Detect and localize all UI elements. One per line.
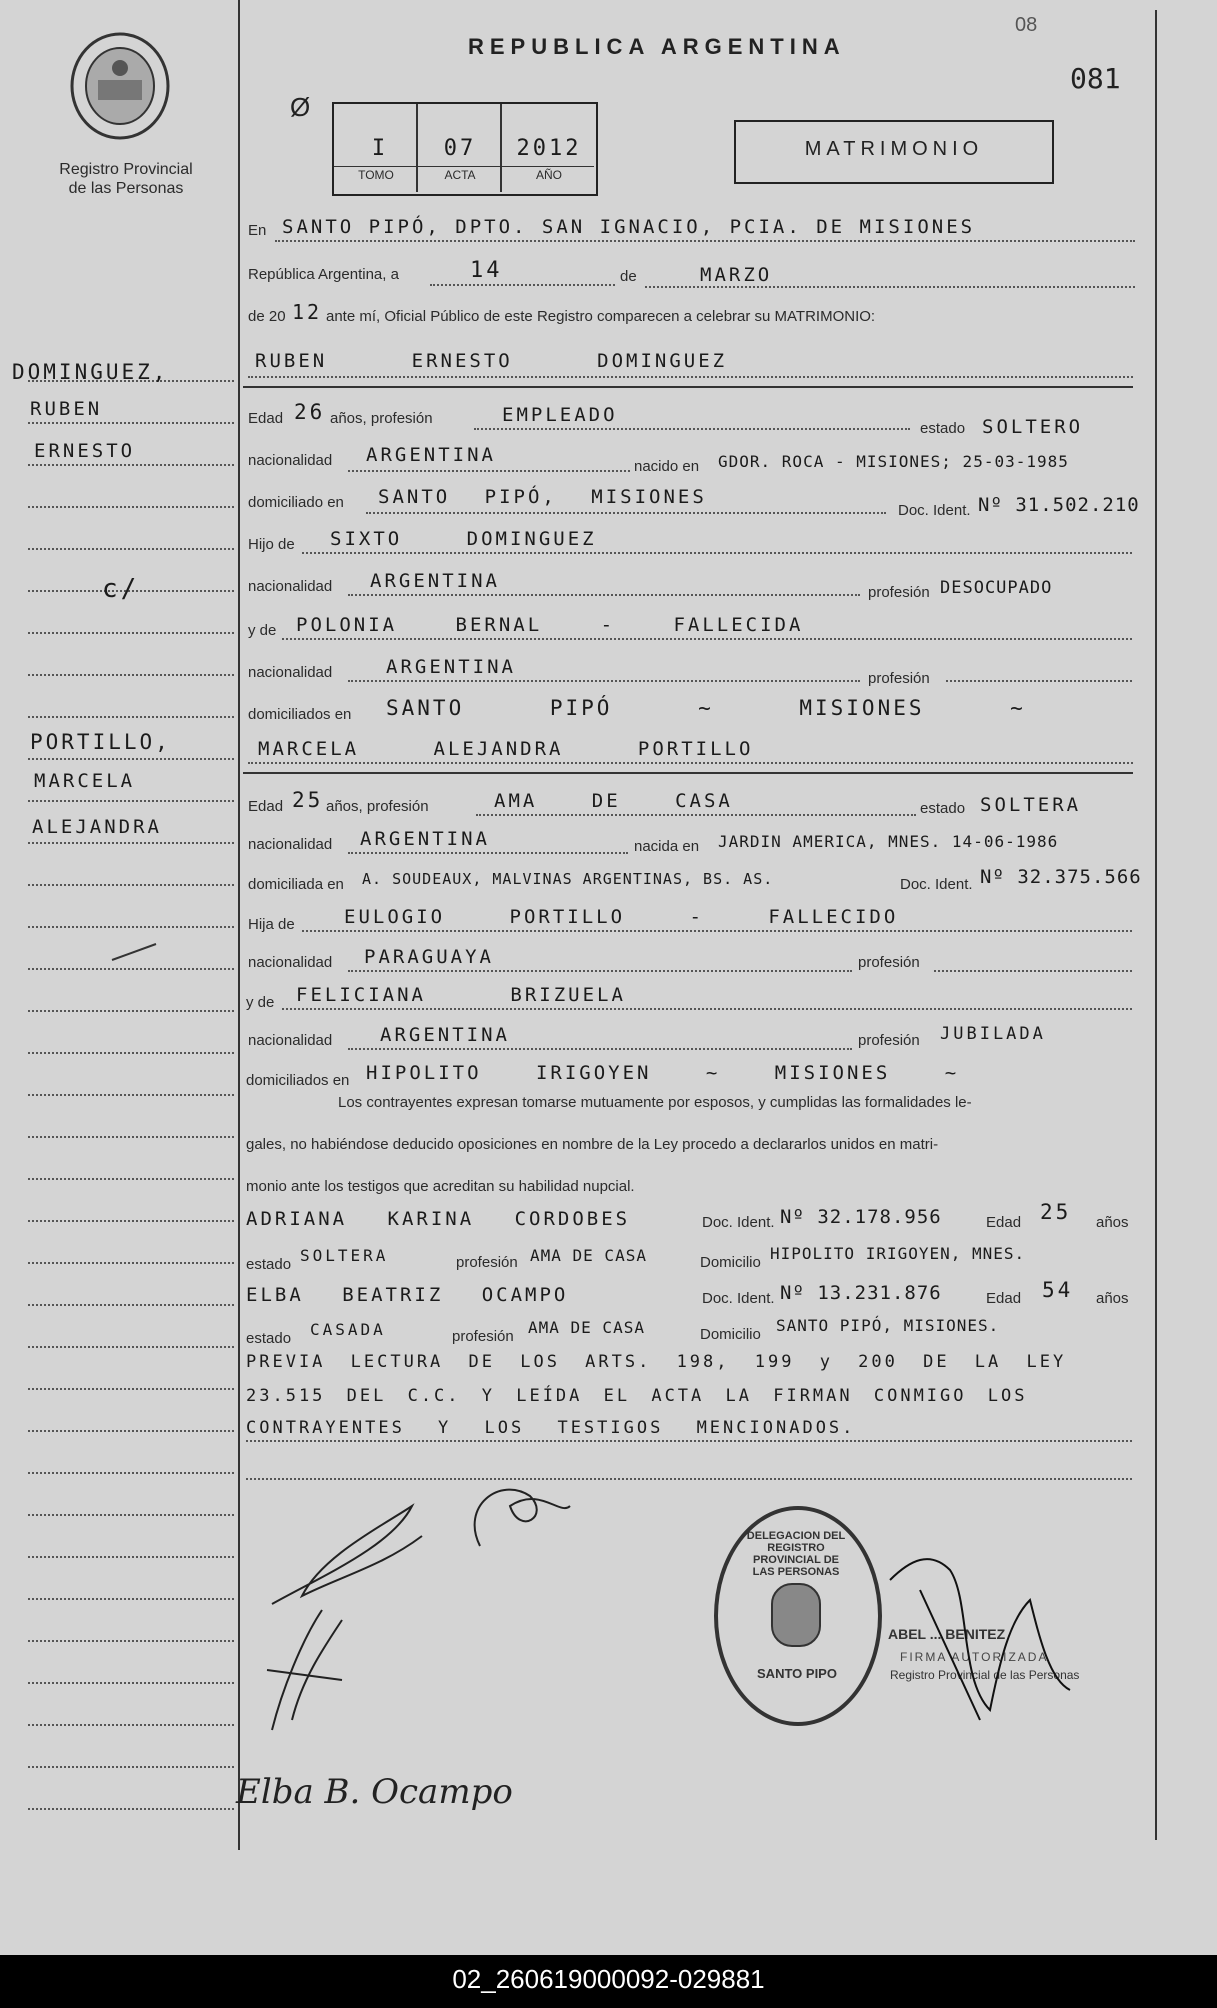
groom-birth: GDOR. ROCA - MISIONES; 25-03-1985 <box>718 452 1069 471</box>
bride-address: A. SOUDEAUX, MALVINAS ARGENTINAS, BS. AS. <box>362 870 774 888</box>
tomo-value: I <box>371 136 389 161</box>
w1-label-anios: años <box>1096 1214 1129 1231</box>
g-label-edad: Edad <box>248 410 284 427</box>
groom-father-nat: ARGENTINA <box>370 570 500 592</box>
left-margin-line <box>238 0 240 1850</box>
g-label-nacido: nacido en <box>634 458 700 475</box>
g-label-nac3: nacionalidad <box>248 664 333 681</box>
g-label-dom: domiciliado en <box>248 494 344 511</box>
w1-label-estado: estado <box>246 1256 292 1273</box>
official-signature-icon <box>880 1540 1080 1740</box>
witness1-name: ADRIANA KARINA CORDOBES <box>246 1208 631 1230</box>
w2-label-doc: Doc. Ident. <box>702 1290 775 1307</box>
observation-line-3: CONTRAYENTES Y LOS TESTIGOS MENCIONADOS. <box>246 1418 856 1438</box>
g-label-yde: y de <box>248 622 277 639</box>
b-label-yde: y de <box>246 994 275 1011</box>
witness2-profession: AMA DE CASA <box>528 1318 645 1337</box>
groom-nationality: ARGENTINA <box>366 444 496 466</box>
bride-doc: Nº 32.375.566 <box>980 866 1142 888</box>
official-role: FIRMA AUTORIZADA <box>900 1650 1049 1664</box>
bride-father-nat: PARAGUAYA <box>364 946 494 968</box>
b-label-anios: años, profesión <box>326 798 429 815</box>
margin-groom-surname: DOMINGUEZ, <box>12 360 169 384</box>
acta-label: ACTA <box>444 168 476 182</box>
doc-type: MATRIMONIO <box>804 138 984 160</box>
groom-mother-nat: ARGENTINA <box>386 656 516 678</box>
groom-mother: POLONIA BERNAL - FALLECIDA <box>296 614 804 636</box>
observation-line-2: 23.515 DEL C.C. Y LEÍDA EL ACTA LA FIRMAN CONMIGO LOS <box>246 1386 1028 1406</box>
legal-text-3: monio ante los testigos que acreditan su habilidad nupcial. <box>246 1178 635 1195</box>
witness2-address: SANTO PIPÓ, MISIONES. <box>776 1316 1000 1335</box>
b-label-prof2: profesión <box>858 1032 920 1049</box>
bride-mother-prof: JUBILADA <box>940 1024 1046 1044</box>
margin-groom-name2: ERNESTO <box>34 440 136 462</box>
stamp-city: SANTO PIPO <box>757 1666 837 1681</box>
act-year: 12 <box>292 300 323 324</box>
w1-label-prof: profesión <box>456 1254 518 1271</box>
w2-label-prof: profesión <box>452 1328 514 1345</box>
g-label-hijo: Hijo de <box>248 536 295 553</box>
registry-label: Registro Provincial de las Personas <box>59 161 193 197</box>
page-number: 081 <box>1070 62 1121 95</box>
g-label-prof: profesión <box>868 584 930 601</box>
witness2-age: 54 <box>1042 1278 1074 1302</box>
b-label-nacida: nacida en <box>634 838 700 855</box>
bride-profession: AMA DE CASA <box>494 790 733 812</box>
b-label-nac2: nacionalidad <box>248 954 333 971</box>
provincial-seal-icon <box>68 30 172 142</box>
g-label-doc: Doc. Ident. <box>898 502 971 519</box>
b-label-nac: nacionalidad <box>248 836 333 853</box>
b-label-hija: Hija de <box>248 916 295 933</box>
witness2-status: CASADA <box>310 1320 386 1339</box>
label-republica: República Argentina, a <box>248 266 399 283</box>
act-month: MARZO <box>700 264 773 286</box>
margin-bride-surname: PORTILLO, <box>30 730 171 754</box>
anio-value: 2012 <box>516 136 582 161</box>
page-stamp-number: 08 <box>1015 14 1038 36</box>
groom-father: SIXTO DOMINGUEZ <box>330 528 597 550</box>
witness2-doc: Nº 13.231.876 <box>780 1282 942 1304</box>
witness1-profession: AMA DE CASA <box>530 1246 647 1265</box>
b-label-doms: domiciliados en <box>246 1072 350 1089</box>
right-margin-line <box>1155 10 1157 1840</box>
signature-2-icon <box>460 1476 580 1566</box>
bride-nationality: ARGENTINA <box>360 828 490 850</box>
w2-label-estado: estado <box>246 1330 292 1347</box>
checkmark-icon <box>110 940 160 964</box>
g-label-estado: estado <box>920 420 966 437</box>
signature-3-icon <box>262 1600 352 1740</box>
bride-full-name: MARCELA ALEJANDRA PORTILLO <box>258 738 754 760</box>
g-label-nac: nacionalidad <box>248 452 333 469</box>
label-de: de <box>620 268 637 285</box>
groom-parents-addr: SANTO PIPÓ ~ MISIONES ~ <box>386 696 1026 720</box>
witness-signature: Elba B. Ocampo <box>236 1772 513 1812</box>
b-label-estado: estado <box>920 800 966 817</box>
circle-mark: Ø <box>290 92 311 122</box>
stamp-seal-icon <box>768 1580 824 1650</box>
footer-id: 02_260619000092-029881 <box>452 1964 765 1994</box>
official-org: Registro Provincial de las Personas <box>890 1668 1080 1682</box>
witness1-doc: Nº 32.178.956 <box>780 1206 942 1228</box>
bride-status: SOLTERA <box>980 794 1082 816</box>
g-label-nac2: nacionalidad <box>248 578 333 595</box>
official-name: ABEL ... BENITEZ <box>888 1626 1006 1642</box>
tomo-label: TOMO <box>358 168 394 182</box>
bride-mother: FELICIANA BRIZUELA <box>296 984 626 1006</box>
witness1-status: SOLTERA <box>300 1246 389 1265</box>
witness1-age: 25 <box>1040 1200 1072 1224</box>
w1-label-doc: Doc. Ident. <box>702 1214 775 1231</box>
country-title: REPUBLICA ARGENTINA <box>468 34 846 59</box>
act-day: 14 <box>470 258 503 283</box>
w2-label-anios: años <box>1096 1290 1129 1307</box>
groom-status: SOLTERO <box>982 416 1084 438</box>
witness1-address: HIPOLITO IRIGOYEN, MNES. <box>770 1244 1026 1263</box>
w2-label-edad: Edad <box>986 1290 1022 1307</box>
act-place: SANTO PIPÓ, DPTO. SAN IGNACIO, PCIA. DE MISIONES <box>282 216 976 238</box>
bride-father: EULOGIO PORTILLO - FALLECIDO <box>344 906 899 928</box>
b-label-prof: profesión <box>858 954 920 971</box>
margin-bride-name1: MARCELA <box>34 770 136 792</box>
groom-profession: EMPLEADO <box>502 404 618 426</box>
acta-value: 07 <box>443 136 477 161</box>
margin-groom-name1: RUBEN <box>30 398 103 420</box>
b-label-nac3: nacionalidad <box>248 1032 333 1049</box>
bride-birth: JARDIN AMERICA, MNES. 14-06-1986 <box>718 832 1059 851</box>
groom-age: 26 <box>294 400 326 424</box>
label-en: En <box>248 222 267 239</box>
b-label-dom: domiciliada en <box>248 876 344 893</box>
g-label-doms: domiciliados en <box>248 706 352 723</box>
observation-line-1: PREVIA LECTURA DE LOS ARTS. 198, 199 y 200 DE LA LEY <box>246 1352 1067 1372</box>
margin-connector: c/ <box>102 574 140 604</box>
w2-label-dom: Domicilio <box>700 1326 761 1343</box>
legal-text-1: Los contrayentes expresan tomarse mutuamente por esposos, y cumplidas las formalidades le- <box>338 1094 972 1111</box>
groom-father-prof: DESOCUPADO <box>940 578 1053 598</box>
label-ante-mi: ante mí, Oficial Público de este Registro comparecen a celebrar su MATRIMONIO: <box>326 308 876 325</box>
anio-label: AÑO <box>535 168 562 182</box>
groom-doc: Nº 31.502.210 <box>978 494 1140 516</box>
bride-parents-addr: HIPOLITO IRIGOYEN ~ MISIONES ~ <box>366 1062 960 1084</box>
label-de-year: de 20 <box>248 308 286 325</box>
legal-text-2: gales, no habiéndose deducido oposiciones en nombre de la Ley procedo a declararlos unidos en matri- <box>246 1136 939 1153</box>
groom-address: SANTO PIPÓ, MISIONES <box>378 486 707 508</box>
g-label-prof2: profesión <box>868 670 930 687</box>
bride-mother-nat: ARGENTINA <box>380 1024 510 1046</box>
w1-label-edad: Edad <box>986 1214 1022 1231</box>
witness2-name: ELBA BEATRIZ OCAMPO <box>246 1284 569 1306</box>
stamp-ring-text: DELEGACION DEL REGISTRO PROVINCIAL DE LAS PERSONAS <box>746 1530 846 1578</box>
margin-bride-name2: ALEJANDRA <box>32 816 162 838</box>
b-label-doc: Doc. Ident. <box>900 876 973 893</box>
b-label-edad: Edad <box>248 798 284 815</box>
g-label-anios: años, profesión <box>330 410 433 427</box>
signature-1-icon <box>262 1486 432 1616</box>
bride-age: 25 <box>292 788 324 812</box>
groom-full-name: RUBEN ERNESTO DOMINGUEZ <box>255 350 728 372</box>
w1-label-dom: Domicilio <box>700 1254 761 1271</box>
